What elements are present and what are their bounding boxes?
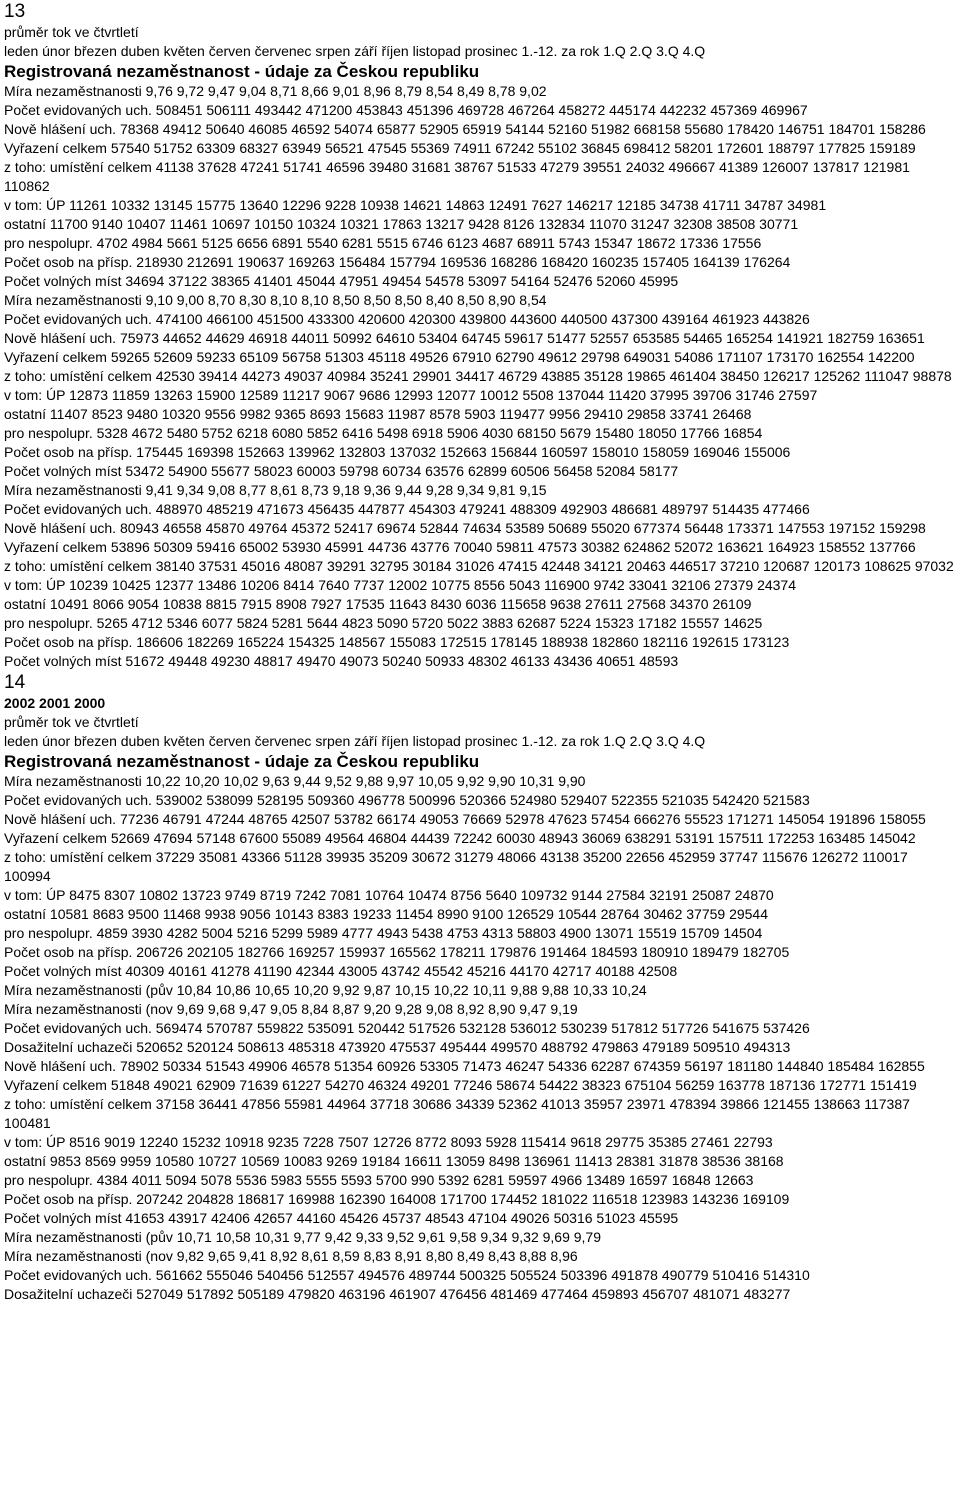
data-line: pro nespolupr. 5265 4712 5346 6077 5824 5281 5644 4823 5090 5720 5022 3883 62687 5224 15323 17182 15557 14625 xyxy=(4,615,763,631)
data-line: Míra nezaměstnanosti 9,76 9,72 9,47 9,04 8,71 8,66 9,01 8,96 8,79 8,54 8,49 8,78 9,02 xyxy=(4,83,547,99)
section-title: Registrovaná nezaměstnanost - údaje za Českou republiku xyxy=(4,62,480,81)
data-line: Počet volných míst 40309 40161 41278 41190 42344 43005 43742 45542 45216 44170 42717 40188 42508 xyxy=(4,963,678,979)
data-line: Počet osob na přísp. 218930 212691 190637 169263 156484 157794 169536 168286 168420 160235 157405 164139 176264 xyxy=(4,254,791,270)
data-line: Vyřazení celkem 57540 51752 63309 68327 63949 56521 47545 55369 74911 67242 55102 36845 698412 58201 172601 188797 177825 159189 xyxy=(4,140,916,156)
data-line: z toho: umístění celkem 42530 39414 44273 49037 40984 35241 29901 34417 46729 43885 35128 19865 461404 38450 126217 125262 111047 98878 xyxy=(4,368,952,384)
data-line: v tom: ÚP 10239 10425 12377 13486 10206 8414 7640 7737 12002 10775 8556 5043 116900 9742 33041 32106 27379 24374 xyxy=(4,577,796,593)
data-line: Vyřazení celkem 51848 49021 62909 71639 61227 54270 46324 49201 77246 58674 54422 38323 675104 56259 163778 187136 172771 151419 xyxy=(4,1077,917,1093)
data-line: pro nespolupr. 5328 4672 5480 5752 6218 6080 5852 6416 5498 6918 5906 4030 68150 5679 15480 18050 17766 16854 xyxy=(4,425,763,441)
data-line: Počet volných míst 41653 43917 42406 42657 44160 45426 45737 48543 47104 49026 50316 51023 45595 xyxy=(4,1210,679,1226)
data-line: Vyřazení celkem 52669 47694 57148 67600 55089 49564 46804 44439 72242 60030 48943 36069 638291 53191 157511 172253 163485 145042 xyxy=(4,830,916,846)
data-line: Počet osob na přísp. 206726 202105 182766 169257 159937 165562 178211 179876 191464 184593 180910 189479 182705 xyxy=(4,944,790,960)
data-line: v tom: ÚP 11261 10332 13145 15775 13640 12296 9228 10938 14621 14863 12491 7627 146217 12185 34738 41711 34787 34981 xyxy=(4,197,827,213)
data-lines xyxy=(4,772,956,1304)
data-line: Míra nezaměstnanosti 10,22 10,20 10,02 9,63 9,44 9,52 9,88 9,97 10,05 9,92 9,90 10,31 9,90 xyxy=(4,773,586,789)
data-line: z toho: umístění celkem 37158 36441 47856 55981 44964 37718 30686 34339 52362 41013 35957 23971 478394 39866 121455 138663 117387 100481 xyxy=(4,1096,910,1131)
data-line: Počet osob na přísp. 175445 169398 152663 139962 132803 137032 152663 156844 160597 158010 158059 169046 155006 xyxy=(4,444,791,460)
data-line: pro nespolupr. 4384 4011 5094 5078 5536 5983 5555 5593 5700 990 5392 6281 59597 4966 13489 16597 16848 12663 xyxy=(4,1172,754,1188)
data-line: v tom: ÚP 8516 9019 12240 15232 10918 9235 7228 7507 12726 8772 8093 5928 115414 9618 29775 35385 27461 22793 xyxy=(4,1134,773,1150)
data-line: ostatní 11700 9140 10407 11461 10697 10150 10324 10321 17863 13217 9428 8126 132834 11070 31247 32308 38508 30771 xyxy=(4,216,799,232)
data-line: Počet osob na přísp. 207242 204828 186817 169988 162390 164008 171700 174452 181022 116518 123983 143236 169109 xyxy=(4,1191,790,1207)
data-line: Nově hlášení uch. 78368 49412 50640 46085 46592 54074 65877 52905 65919 54144 52160 51982 668158 55680 178420 146751 184701 158286 xyxy=(4,121,926,137)
data-line: Nově hlášení uch. 75973 44652 44629 46918 44011 50992 64610 53404 64745 59617 51477 52557 653585 54465 165254 141921 182759 163651 xyxy=(4,330,925,346)
data-line: Nově hlášení uch. 77236 46791 47244 48765 42507 53782 66174 49053 76669 52978 47623 57454 666276 55523 171271 145054 191896 158055 xyxy=(4,811,926,827)
page-number: 13 xyxy=(4,1,26,22)
document-page xyxy=(4,0,956,1304)
data-line: Počet evidovaných uch. 561662 555046 540456 512557 494576 489744 500325 505524 503396 491878 490779 510416 514310 xyxy=(4,1267,810,1283)
data-line: Počet volných míst 34694 37122 38365 41401 45044 47951 49454 54578 53097 54164 52476 52060 45995 xyxy=(4,273,679,289)
data-line: v tom: ÚP 8475 8307 10802 13723 9749 8719 7242 7081 10764 10474 8756 5640 109732 9144 27584 32191 25087 24870 xyxy=(4,887,774,903)
columns-header: leden únor březen duben květen červen červenec srpen září říjen listopad prosinec 1.-12. za rok 1.Q 2.Q 3.Q 4.Q xyxy=(4,43,706,59)
subheader: průměr tok ve čtvrtletí xyxy=(4,714,139,730)
data-line: Nově hlášení uch. 78902 50334 51543 49906 46578 51354 60926 53305 71473 46247 54336 62287 674359 56197 181180 144840 185484 162855 xyxy=(4,1058,925,1074)
subheader: průměr tok ve čtvrtletí xyxy=(4,24,139,40)
data-line: Míra nezaměstnanosti 9,41 9,34 9,08 8,77 8,61 8,73 9,18 9,36 9,44 9,28 9,34 9,81 9,15 xyxy=(4,482,547,498)
data-line: ostatní 9853 8569 9959 10580 10727 10569 10083 9269 19184 16611 13059 8498 136961 11413 28381 31878 38536 38168 xyxy=(4,1153,784,1169)
page-number: 14 xyxy=(4,672,26,693)
data-line: z toho: umístění celkem 37229 35081 43366 51128 39935 35209 30672 31279 48066 43138 35200 22656 452959 37747 115676 126272 110017 100994 xyxy=(4,849,908,884)
data-lines xyxy=(4,82,956,671)
data-line: Míra nezaměstnanosti (pův 10,84 10,86 10,65 10,20 9,92 9,87 10,15 10,22 10,11 9,88 9,88 10,33 10,24 xyxy=(4,982,647,998)
data-line: Míra nezaměstnanosti (nov 9,82 9,65 9,41 8,92 8,61 8,59 8,83 8,91 8,80 8,49 8,43 8,88 8,96 xyxy=(4,1248,578,1264)
data-line: z toho: umístění celkem 41138 37628 47241 51741 46596 39480 31681 38767 51533 47279 39551 24032 496667 41389 126007 137817 121981 110862 xyxy=(4,159,910,194)
data-line: v tom: ÚP 12873 11859 13263 15900 12589 11217 9067 9686 12993 12077 10012 5508 137044 11420 37995 39706 31746 27597 xyxy=(4,387,818,403)
data-line: Nově hlášení uch. 80943 46558 45870 49764 45372 52417 69674 52844 74634 53589 50689 55020 677374 56448 173371 147553 197152 159298 xyxy=(4,520,926,536)
data-line: Počet evidovaných uch. 539002 538099 528195 509360 496778 500996 520366 524980 529407 522355 521035 542420 521583 xyxy=(4,792,810,808)
columns-header: leden únor březen duben květen červen červenec srpen září říjen listopad prosinec 1.-12. za rok 1.Q 2.Q 3.Q 4.Q xyxy=(4,733,706,749)
page-14-section xyxy=(4,671,956,1304)
data-line: Míra nezaměstnanosti (pův 10,71 10,58 10,31 9,77 9,42 9,33 9,52 9,61 9,58 9,34 9,32 9,69 9,79 xyxy=(4,1229,602,1245)
data-line: Dosažitelní uchazeči 520652 520124 508613 485318 473920 475537 495444 499570 488792 479863 479189 509510 494313 xyxy=(4,1039,791,1055)
data-line: Počet osob na přísp. 186606 182269 165224 154325 148567 155083 172515 178145 188938 182860 182116 192615 173123 xyxy=(4,634,790,650)
data-line: pro nespolupr. 4859 3930 4282 5004 5216 5299 5989 4777 4943 5438 4753 4313 58803 4900 13071 15519 15709 14504 xyxy=(4,925,763,941)
data-line: Počet volných míst 53472 54900 55677 58023 60003 59798 60734 63576 62899 60506 56458 52084 58177 xyxy=(4,463,679,479)
data-line: Dosažitelní uchazeči 527049 517892 505189 479820 463196 461907 476456 481469 477464 459893 456707 481071 483277 xyxy=(4,1286,791,1302)
data-line: pro nespolupr. 4702 4984 5661 5125 6656 6891 5540 6281 5515 6746 6123 4687 68911 5743 15347 18672 17336 17556 xyxy=(4,235,762,251)
data-line: Vyřazení celkem 53896 50309 59416 65002 53930 45991 44736 43776 70040 59811 47573 30382 624862 52072 163621 164923 158552 137766 xyxy=(4,539,916,555)
data-line: Vyřazení celkem 59265 52609 59233 65109 56758 51303 45118 49526 67910 62790 49612 29798 649031 54086 171107 173170 162554 142200 xyxy=(4,349,915,365)
data-line: ostatní 10491 8066 9054 10838 8815 7915 8908 7927 17535 11643 8430 6036 115658 9638 27611 27568 34370 26109 xyxy=(4,596,752,612)
data-line: Počet volných míst 51672 49448 49230 48817 49470 49073 50240 50933 48302 46133 43436 40651 48593 xyxy=(4,653,679,669)
data-line: ostatní 10581 8683 9500 11468 9938 9056 10143 8383 19233 11454 8990 9100 126529 10544 28764 30462 37759 29544 xyxy=(4,906,768,922)
data-line: Míra nezaměstnanosti 9,10 9,00 8,70 8,30 8,10 8,10 8,50 8,50 8,50 8,40 8,50 8,90 8,54 xyxy=(4,292,547,308)
section-title: Registrovaná nezaměstnanost - údaje za Českou republiku xyxy=(4,752,480,771)
data-line: Počet evidovaných uch. 508451 506111 493442 471200 453843 451396 469728 467264 458272 445174 442232 457369 469967 xyxy=(4,102,808,118)
data-line: ostatní 11407 8523 9480 10320 9556 9982 9365 8693 15683 11987 8578 5903 119477 9956 29410 29858 33741 26468 xyxy=(4,406,752,422)
data-line: Počet evidovaných uch. 488970 485219 471673 456435 447877 454303 479241 488309 492903 486681 489797 514435 477466 xyxy=(4,501,810,517)
page-13-section xyxy=(4,0,956,671)
years-header: 2002 2001 2000 xyxy=(4,695,106,711)
data-line: Míra nezaměstnanosti (nov 9,69 9,68 9,47 9,05 8,84 8,87 9,20 9,28 9,08 8,92 8,90 9,47 9,19 xyxy=(4,1001,578,1017)
data-line: z toho: umístění celkem 38140 37531 45016 48087 39291 32795 30184 31026 47415 42448 34121 20463 446517 37210 120687 120173 108625 97032 xyxy=(4,558,954,574)
data-line: Počet evidovaných uch. 474100 466100 451500 433300 420600 420300 439800 443600 440500 437300 439164 461923 443826 xyxy=(4,311,810,327)
data-line: Počet evidovaných uch. 569474 570787 559822 535091 520442 517526 532128 536012 530239 517812 517726 541675 537426 xyxy=(4,1020,810,1036)
